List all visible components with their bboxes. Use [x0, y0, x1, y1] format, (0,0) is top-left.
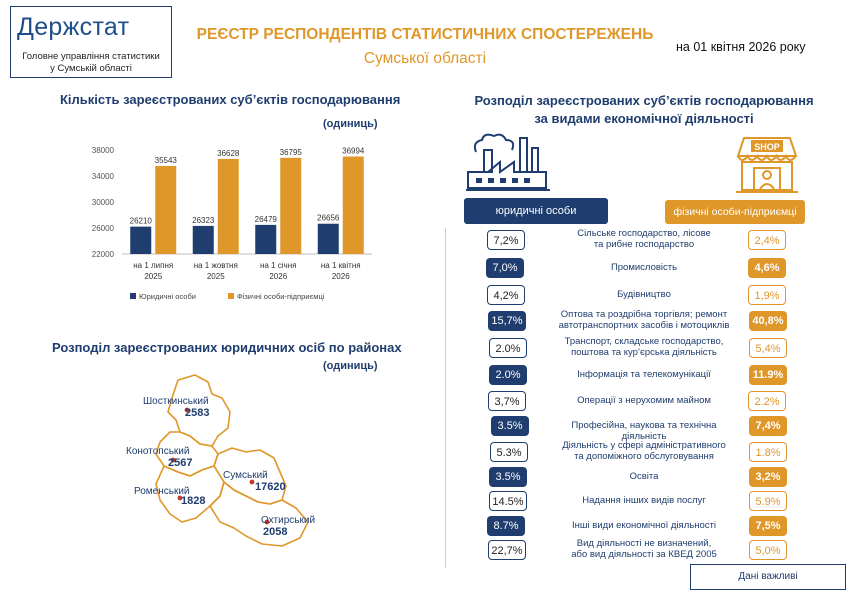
bar-legal [130, 227, 151, 254]
legal-share: 3.5% [489, 467, 527, 487]
activity-label-line: Інформація та телекомунікації [577, 369, 711, 380]
activities-title [440, 92, 848, 128]
legend-label: Юридичні особи [139, 292, 196, 301]
legal-share: 4,2% [487, 285, 525, 305]
footer-note[interactable]: Дані важливі [690, 564, 846, 590]
report-date: на 01 квітня 2026 року [676, 40, 806, 54]
activity-label-line: Професійна, наукова та технічна діяльність [571, 420, 717, 442]
bar-individual [280, 158, 301, 254]
map-value-konotop: 2567 [168, 457, 193, 469]
individual-share: 2,4% [748, 230, 786, 250]
activity-label-line: Діяльність у сфері адміністративного [562, 440, 726, 451]
individual-share: 2.2% [748, 391, 786, 411]
y-tick-label: 38000 [91, 146, 114, 155]
legal-share: 22,7% [488, 540, 526, 560]
activity-label-line: Оптова та роздрібна торгівля; ремонт [560, 309, 728, 320]
individual-share: 5,4% [749, 338, 787, 358]
legend-swatch [130, 293, 136, 299]
bar-value-label: 35543 [154, 155, 177, 165]
bar-legal [255, 225, 276, 254]
individual-share: 7,5% [749, 516, 787, 536]
legal-share: 5.3% [490, 442, 528, 462]
individual-share: 5.9% [749, 491, 787, 511]
y-tick-label: 26000 [91, 224, 114, 233]
org-line-1: Головне управління статистики [22, 51, 160, 62]
activity-label-line: та рибне господарство [593, 239, 695, 250]
individual-share: 1,9% [748, 285, 786, 305]
activity-label-line: Освіта [629, 471, 659, 482]
bar-legal [193, 226, 214, 254]
x-tick-label: на 1 квітня [320, 261, 361, 270]
activity-label-line: Вид діяльності не визначений, [576, 538, 712, 549]
activity-label [548, 369, 740, 380]
activity-label [548, 262, 740, 273]
activity-label [548, 309, 740, 331]
activity-label-line: Операції з нерухомим майном [577, 395, 711, 406]
activity-label-line: автотранспортних засобів і мотоциклів [558, 320, 730, 331]
bar-value-label: 36994 [342, 146, 365, 156]
bar-value-label: 36795 [279, 147, 302, 157]
x-tick-label: на 1 липня [133, 261, 174, 270]
chart-unit: (одиниць) [323, 118, 378, 130]
individual-share: 5,0% [749, 540, 787, 560]
activity-label [548, 228, 740, 250]
map-label-konotop: Конотопський [126, 446, 190, 457]
map-label-romny: Роменський [134, 486, 190, 497]
individual-share: 40,8% [749, 311, 787, 331]
x-tick-label: 2026 [269, 272, 288, 281]
activity-label [548, 520, 740, 531]
bar-value-label: 36628 [217, 148, 240, 158]
bar-chart [80, 136, 380, 316]
org-name [11, 51, 171, 75]
activity-label-line: Будівництво [617, 289, 671, 300]
activity-label-line: Транспорт, складське господарство, [564, 336, 724, 347]
bar-individual [155, 166, 176, 254]
legal-share: 7,2% [487, 230, 525, 250]
map-title: Розподіл зареєстрованих юридичних осіб по районах [52, 340, 402, 355]
divider [445, 228, 446, 568]
chart-title: Кількість зареєстрованих суб’єктів господарювання [60, 92, 401, 107]
bar-individual [343, 157, 364, 254]
activity-label-line: Сільське господарство, лісове [577, 228, 711, 239]
activity-label-line: поштова та кур’єрська діяльність [571, 347, 717, 358]
x-tick-label: на 1 жовтня [193, 261, 238, 270]
bar-value-label: 26479 [254, 214, 277, 224]
x-tick-label: 2026 [331, 272, 350, 281]
individual-share: 1.8% [749, 442, 787, 462]
activity-label [548, 420, 740, 442]
activity-label-line: Інші види економічної діяльності [572, 520, 716, 531]
map-label-okhtyrka: Охтирський [261, 515, 316, 526]
activity-label-line: Промисловість [610, 262, 678, 273]
svg-text:SHOP: SHOP [754, 142, 780, 152]
map-value-sumy: 17620 [255, 481, 286, 493]
activity-label-line: та допоміжного обслуговування [574, 451, 714, 462]
individuals-header: фізичні особи-підприємці [665, 200, 805, 224]
shop-icon [732, 134, 802, 196]
logo-box [10, 6, 172, 78]
individual-share: 4,6% [748, 258, 786, 278]
map-unit: (одиниць) [323, 360, 378, 372]
bar-value-label: 26323 [192, 215, 215, 225]
activity-label-line: Надання інших видів послуг [582, 495, 706, 506]
y-tick-label: 30000 [91, 198, 114, 207]
x-tick-label: на 1 січня [260, 261, 297, 270]
legal-share: 3,7% [488, 391, 526, 411]
y-tick-label: 34000 [91, 172, 114, 181]
map-value-okhtyrka: 2058 [263, 526, 288, 538]
legal-share: 2.0% [489, 365, 527, 385]
individual-share: 7,4% [749, 416, 787, 436]
factory-icon [466, 132, 556, 194]
activities-title-line-2: за видами економічної діяльності [534, 111, 754, 126]
activity-label [548, 395, 740, 406]
individual-share: 11.9% [749, 365, 787, 385]
legal-entities-header: юридичні особи [464, 198, 608, 224]
legal-share: 2.0% [489, 338, 527, 358]
map-value-shostka: 2583 [185, 407, 210, 419]
bar-value-label: 26210 [129, 216, 152, 226]
logo[interactable]: Держстат [17, 13, 130, 41]
activity-label [548, 289, 740, 300]
x-tick-label: 2025 [144, 272, 163, 281]
x-tick-label: 2025 [206, 272, 225, 281]
y-tick-label: 22000 [91, 250, 114, 259]
bar-value-label: 26656 [317, 213, 340, 223]
bar-legal [318, 224, 339, 254]
activity-label [548, 336, 740, 358]
legal-share: 7,0% [486, 258, 524, 278]
page-title: РЕЄСТР РЕСПОНДЕНТІВ СТАТИСТИЧНИХ СПОСТЕРЕЖЕНЬ [196, 26, 654, 43]
page-subtitle: Сумської області [363, 50, 487, 67]
legal-share: 14.5% [489, 491, 527, 511]
legend-label: Фізичні особи-підприємці [237, 292, 325, 301]
legal-share: 15,7% [488, 311, 526, 331]
legal-share: 8.7% [487, 516, 525, 536]
legend-swatch [228, 293, 234, 299]
activity-label [548, 440, 740, 462]
activities-title-line-1: Розподіл зареєстрованих суб’єктів господарювання [474, 93, 814, 108]
activity-label [548, 495, 740, 506]
map-label-sumy: Сумський [223, 470, 268, 481]
bar-individual [218, 159, 239, 254]
activity-label [548, 471, 740, 482]
activity-label-line: або вид діяльності за КВЕД 2005 [571, 549, 717, 560]
org-line-2: у Сумській області [50, 63, 132, 74]
individual-share: 3,2% [749, 467, 787, 487]
activity-label [548, 538, 740, 560]
map-value-romny: 1828 [181, 495, 206, 507]
legal-share: 3.5% [491, 416, 529, 436]
map-label-shostka: Шосткинський [143, 396, 209, 407]
